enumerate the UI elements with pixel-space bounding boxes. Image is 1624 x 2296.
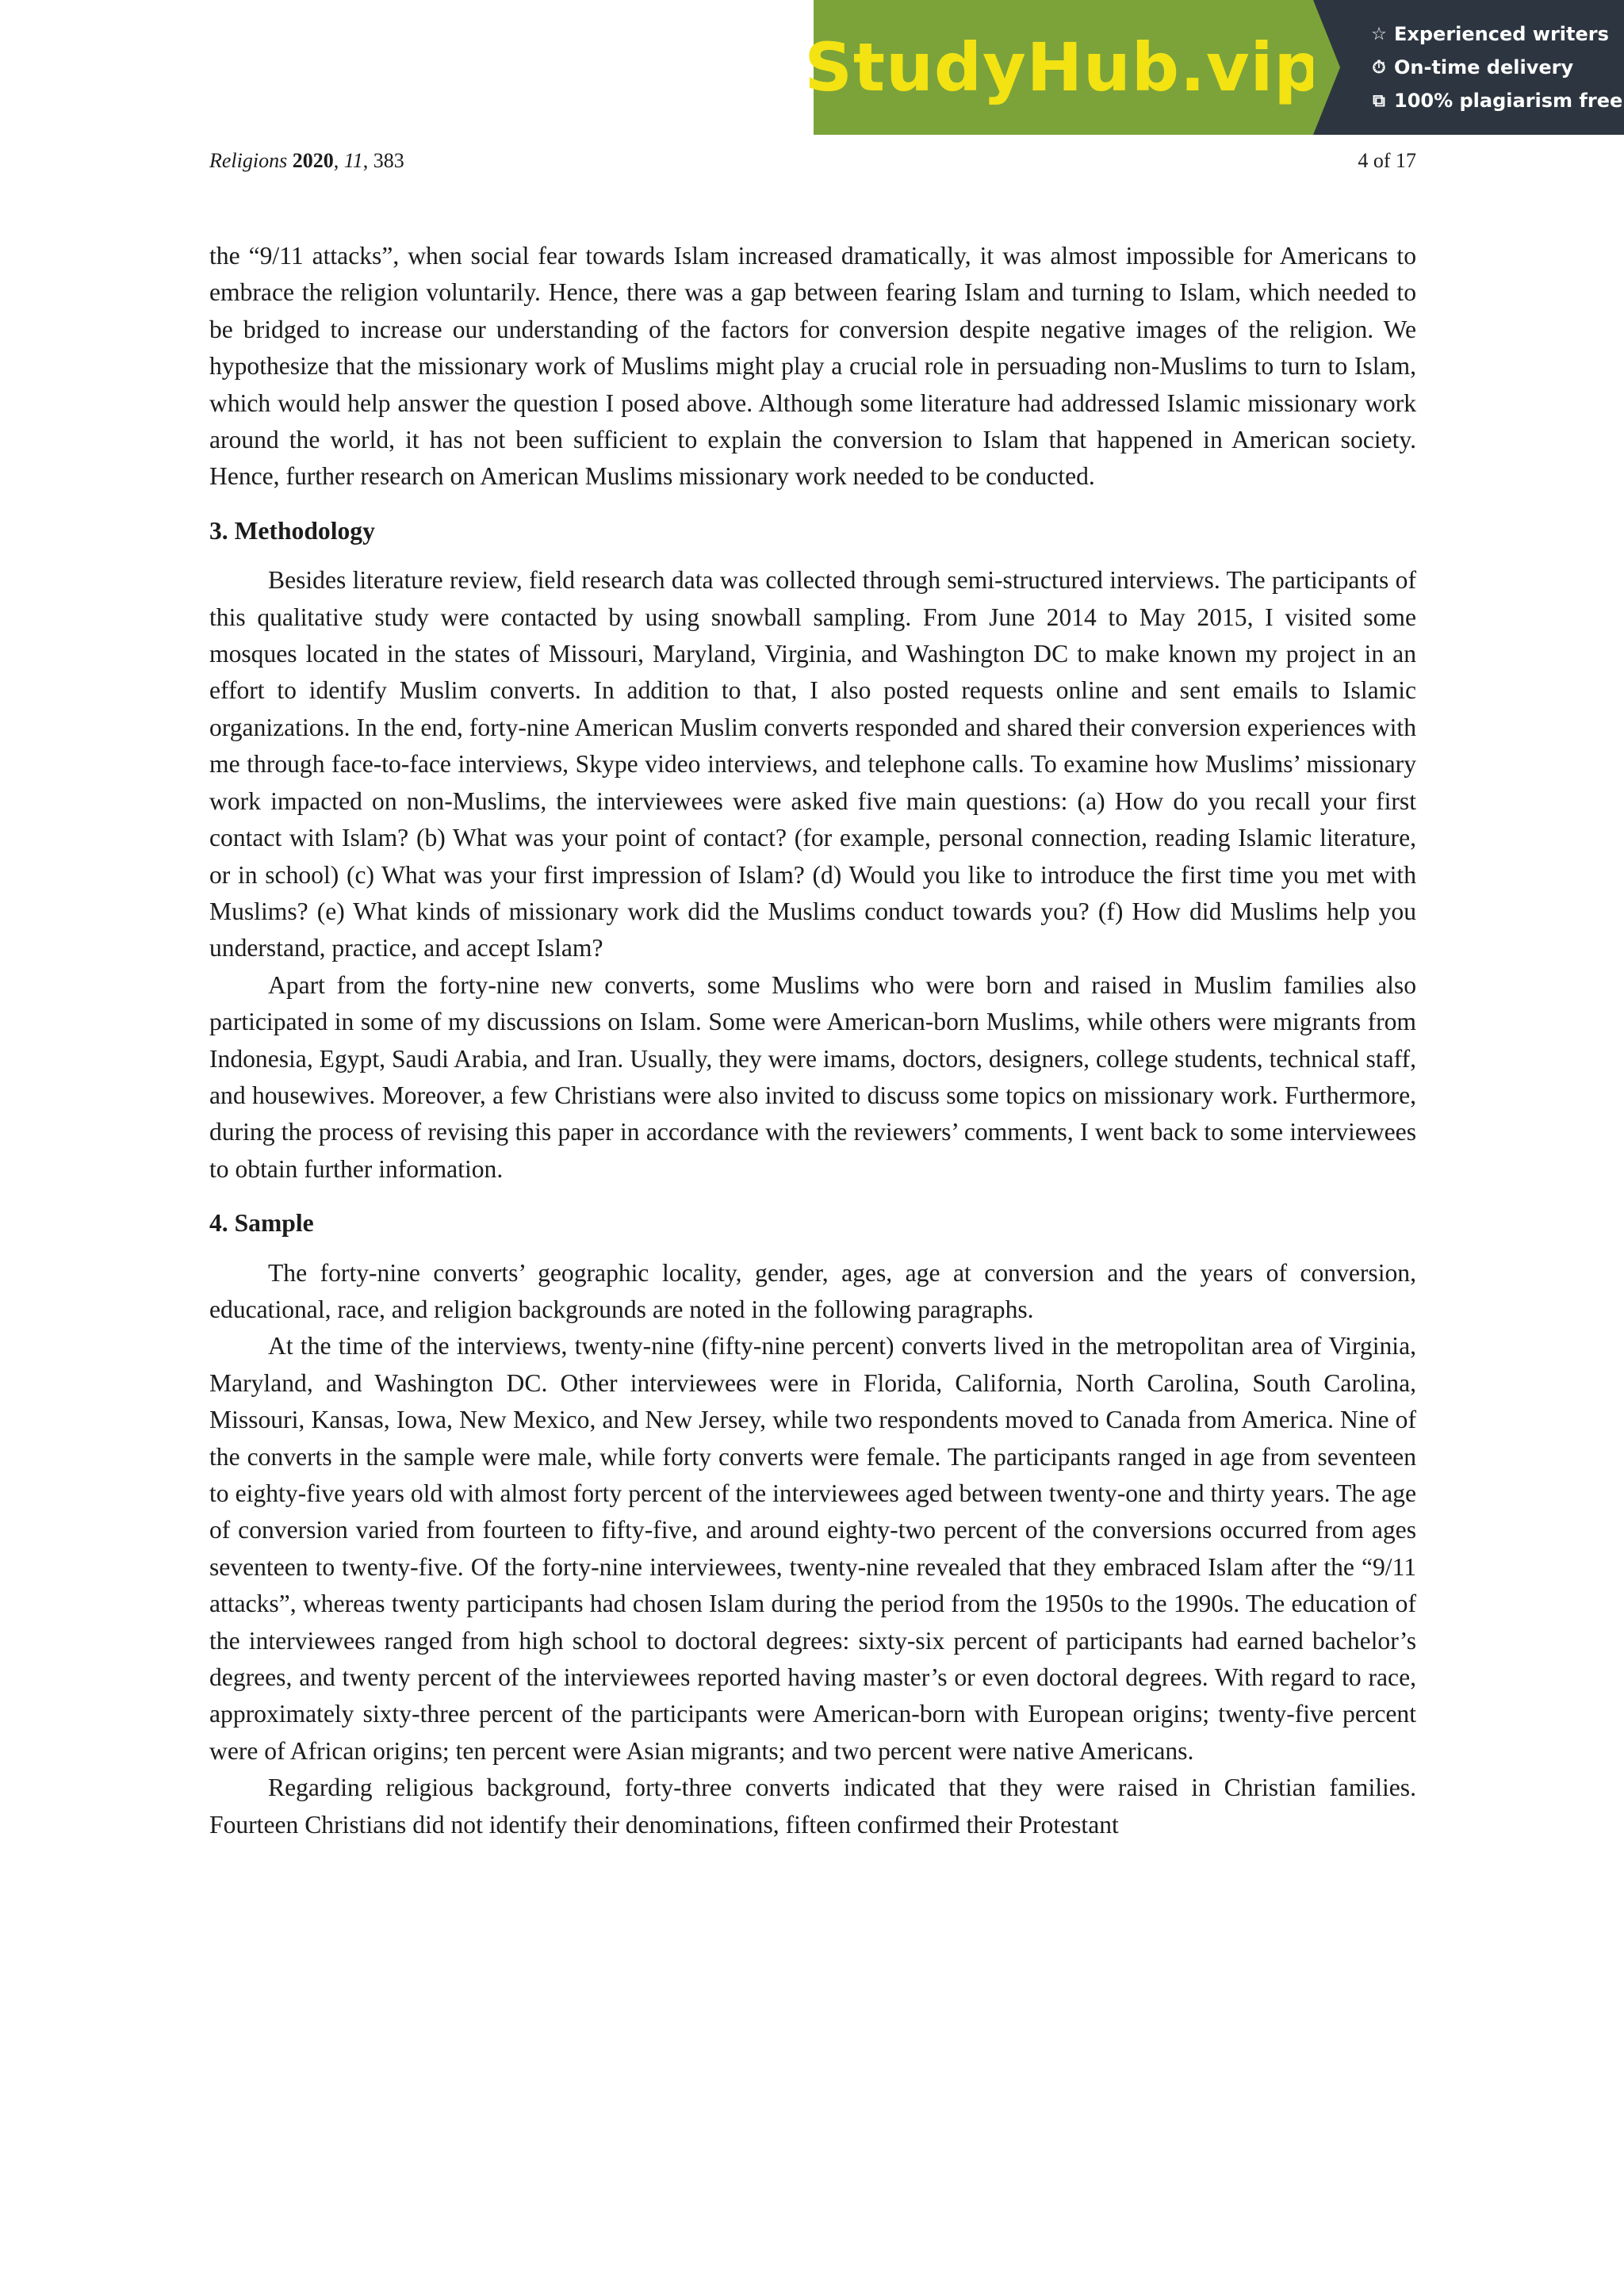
citation-sep: , — [362, 149, 373, 172]
studyhub-banner[interactable] — [804, 0, 1624, 135]
feature-on-time-delivery — [1369, 51, 1624, 84]
citation — [209, 149, 404, 181]
logo-text: StudyHub.vip — [804, 29, 1323, 106]
feature-label: On-time delivery — [1394, 56, 1574, 78]
running-header — [209, 149, 1416, 181]
feature-label: Experienced writers — [1394, 23, 1609, 45]
article-number: 383 — [373, 149, 404, 172]
paragraph-sample-2: At the time of the interviews, twenty-nine (fifty-nine percent) converts lived in the metropolitan area of Virginia, Maryland, and Washington DC. Other interviewees were in Florida, California, North Carolina, South Carolina, Missouri, Kansas, Iowa, New Mexico, and New Jersey, while two respondents moved to Canada from America. Nine of the converts in the sample were male, while forty converts were female. The participants ranged in age from seventeen to eighty-five years old with almost forty percent of the interviewees aged between twenty-one and thirty years. The age of conversion varied from fourteen to fifty-five, and around eighty-two percent of the conversions occurred from ages seventeen to twenty-five. Of the forty-nine interviewees, twenty-nine revealed that they embraced Islam after the “9/11 attacks”, whereas twenty participants had chosen Islam during the period from the 1950s to the 1990s. The education of the interviewees ranged from high school to doctoral degrees: sixty-six percent of participants had earned bachelor’s degrees, and twenty percent of the interviewees reported having master’s or even doctoral degrees. With regard to race, approximately sixty-three percent of the participants were American-born with European origins; twenty-five percent were of African origins; ten percent were Asian migrants; and two percent were native Americans. — [209, 1332, 1416, 1765]
paragraph-methodology-2: Apart from the forty-nine new converts, some Muslims who were born and raised in Muslim families also participated in some of my discussions on Islam. Some were American-born Muslims, while others were migrants from Indonesia, Egypt, Saudi Arabia, and Iran. Usually, they were imams, doctors, designers, college students, technical staff, and housewives. Moreover, a few Christians were also invited to discuss some topics on missionary work. Furthermore, during the process of revising this paper in accordance with the reviewers’ comments, I went back to some interviewees to obtain further information. — [209, 970, 1416, 1183]
star-icon: ☆ — [1371, 24, 1387, 44]
feature-label: 100% plagiarism free — [1394, 90, 1623, 112]
banner-arrow-decoration — [1313, 0, 1340, 135]
paragraph-methodology-1: Besides literature review, field research data was collected through semi-structured interviews. The participants of this qualitative study were contacted by using snowball sampling. From June 2014 to May 2015, I visited some mosques located in the states of Missouri, Maryland, Virginia, and Washington DC to make known my project in an effort to identify Muslim converts. In addition to that, I also posted requests online and sent emails to Islamic organizations. In the end, forty-nine American Muslim converts responded and shared their conversion experiences with me through face-to-face interviews, Skype video interviews, and telephone calls. To examine how Muslims’ missionary work impacted on non-Muslims, the interviewees were asked five main questions: (a) How do you recall your first contact with Islam? (b) What was your point of contact? (for example, personal connection, reading Islamic literature, or in school) (c) What was your first impression of Islam? (d) Would you like to introduce the first time you met with Muslims? (e) What kinds of missionary work did the Muslims conduct towards you? (f) How did Muslims help you understand, practice, and accept Islam? — [209, 566, 1416, 962]
paragraph-continuation: the “9/11 attacks”, when social fear towards Islam increased dramatically, it was almost impossible for Americans to embrace the religion voluntarily. Hence, there was a gap between fearing Islam and turning to Islam, which needed to be bridged to increase our understanding of the factors for conversion despite negative images of the religion. We hypothesize that the missionary work of Muslims might play a crucial role in persuading non-Muslims to turn to Islam, which would help answer the question I posed above. Although some literature had addressed Islamic missionary work around the world, it has not been sufficient to explain the conversion to Islam that happened in American society. Hence, further research on American Muslims missionary work needed to be conducted. — [209, 242, 1416, 491]
journal-volume: 11 — [343, 149, 363, 172]
section-heading-sample: 4. Sample — [209, 1209, 314, 1238]
article-body — [209, 238, 1416, 1843]
page-number: 4 of 17 — [1358, 149, 1416, 172]
studyhub-logo[interactable] — [804, 0, 1323, 135]
citation-sep: , — [333, 149, 344, 172]
journal-year: 2020 — [292, 149, 334, 172]
feature-experienced-writers — [1369, 17, 1624, 51]
journal-name: Religions — [209, 149, 288, 172]
paragraph-sample-3: Regarding religious background, forty-three converts indicated that they were raised in Christian families. Fourteen Christians did not identify their denominations, fifteen confirmed their Protestant — [209, 1774, 1416, 1839]
paragraph-sample-1: The forty-nine converts’ geographic locality, gender, ages, age at conversion and the years of conversion, educational, race, and religion backgrounds are noted in the following paragraphs. — [209, 1258, 1416, 1323]
banner-features — [1313, 0, 1624, 135]
copy-icon: ⧉ — [1373, 90, 1385, 111]
section-heading-methodology: 3. Methodology — [209, 516, 375, 545]
feature-plagiarism-free — [1369, 84, 1624, 117]
clock-icon: ⏱ — [1372, 57, 1386, 78]
